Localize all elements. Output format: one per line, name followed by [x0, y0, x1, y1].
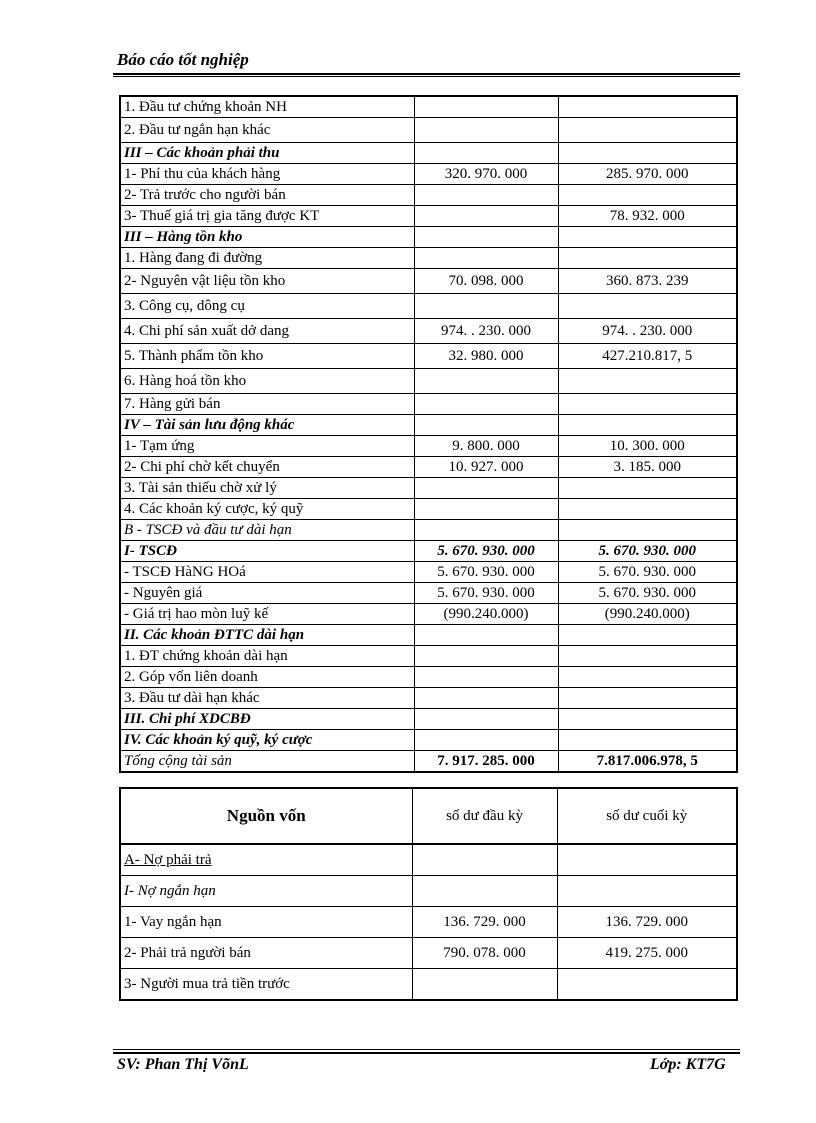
closing-value — [558, 688, 737, 709]
row-label: 4. Các khoản ký cược, ký quỹ — [120, 499, 414, 520]
closing-value — [558, 709, 737, 730]
row-label: A- Nợ phải trả — [120, 844, 412, 876]
table-row — [120, 118, 737, 143]
table-row — [120, 907, 737, 938]
opening-value — [414, 394, 558, 415]
closing-value: 10. 300. 000 — [558, 436, 737, 457]
table-row — [120, 394, 737, 415]
opening-value — [414, 248, 558, 269]
table-row — [120, 562, 737, 583]
closing-value — [558, 415, 737, 436]
table-row — [120, 96, 737, 118]
closing-value: 5. 670. 930. 000 — [558, 583, 737, 604]
closing-value: (990.240.000) — [558, 604, 737, 625]
row-label: 1- Vay ngắn hạn — [120, 907, 412, 938]
opening-value: 5. 670. 930. 000 — [414, 583, 558, 604]
opening-value — [414, 294, 558, 319]
opening-value — [414, 499, 558, 520]
closing-value — [558, 394, 737, 415]
row-label: 1. ĐT chứng khoản dài hạn — [120, 646, 414, 667]
opening-value — [414, 625, 558, 646]
row-label: 2- Chi phí chờ kết chuyển — [120, 457, 414, 478]
row-label: 2. Góp vốn liên doanh — [120, 667, 414, 688]
opening-value: 70. 098. 000 — [414, 269, 558, 294]
closing-value — [558, 499, 737, 520]
opening-value: 9. 800. 000 — [414, 436, 558, 457]
table-row — [120, 969, 737, 1001]
table-row — [120, 604, 737, 625]
closing-value: 419. 275. 000 — [557, 938, 737, 969]
opening-value — [412, 876, 557, 907]
page-header-title: Báo cáo tốt nghiệp — [117, 50, 249, 69]
closing-value: 974. . 230. 000 — [558, 319, 737, 344]
header-nguon-von: Nguồn vốn — [120, 788, 412, 844]
row-label: 1. Đầu tư chứng khoản NH — [120, 96, 414, 118]
closing-value — [558, 730, 737, 751]
table-row — [120, 938, 737, 969]
table-row — [120, 248, 737, 269]
row-label: II. Các khoản ĐTTC dài hạn — [120, 625, 414, 646]
opening-value: 7. 917. 285. 000 — [414, 751, 558, 773]
closing-value — [558, 118, 737, 143]
table-row — [120, 344, 737, 369]
table-row — [120, 206, 737, 227]
footer-rule-thin — [113, 1049, 740, 1050]
row-label: 6. Hàng hoá tồn kho — [120, 369, 414, 394]
table-row — [120, 688, 737, 709]
closing-value — [558, 96, 737, 118]
row-label: B - TSCĐ và đầu tư dài hạn — [120, 520, 414, 541]
row-label: IV – Tài sản lưu động khác — [120, 415, 414, 436]
footer-class: Lớp: KT7G — [650, 1056, 726, 1073]
row-label: III – Các khoản phải thu — [120, 143, 414, 164]
opening-value — [414, 118, 558, 143]
row-label: 2. Đầu tư ngắn hạn khác — [120, 118, 414, 143]
closing-value — [558, 625, 737, 646]
table-row — [120, 730, 737, 751]
closing-value — [558, 369, 737, 394]
opening-value — [414, 730, 558, 751]
footer-student: SV: Phan Thị VõnL — [117, 1056, 249, 1073]
opening-value: 10. 927. 000 — [414, 457, 558, 478]
row-label: 3. Tài sản thiếu chờ xử lý — [120, 478, 414, 499]
closing-value: 427.210.817, 5 — [558, 344, 737, 369]
footer-rule — [113, 1052, 740, 1054]
opening-value: 790. 078. 000 — [412, 938, 557, 969]
closing-value: 7.817.006.978, 5 — [558, 751, 737, 773]
row-label: 4. Chi phí sản xuất dở dang — [120, 319, 414, 344]
row-label: - Giá trị hao mòn luỹ kế — [120, 604, 414, 625]
closing-value — [558, 667, 737, 688]
table-row — [120, 185, 737, 206]
row-label: 3- Thuế giá trị gia tăng được KT — [120, 206, 414, 227]
table-row — [120, 844, 737, 876]
opening-value — [414, 227, 558, 248]
row-label: 3. Công cụ, dông cụ — [120, 294, 414, 319]
opening-value: (990.240.000) — [414, 604, 558, 625]
opening-value — [414, 369, 558, 394]
table-row — [120, 667, 737, 688]
row-label: - TSCĐ HàNG HOá — [120, 562, 414, 583]
opening-value: 974. . 230. 000 — [414, 319, 558, 344]
table-row — [120, 583, 737, 604]
opening-value — [414, 520, 558, 541]
row-label: 2- Phải trả người bán — [120, 938, 412, 969]
opening-value — [414, 667, 558, 688]
opening-value: 136. 729. 000 — [412, 907, 557, 938]
closing-value — [558, 248, 737, 269]
table-row — [120, 646, 737, 667]
row-label: III. Chi phí XDCBĐ — [120, 709, 414, 730]
header-rule — [113, 73, 740, 75]
opening-value — [414, 688, 558, 709]
table-row — [120, 520, 737, 541]
closing-value — [557, 969, 737, 1001]
closing-value — [558, 185, 737, 206]
row-label: I- Nợ ngắn hạn — [120, 876, 412, 907]
header-closing-balance: số dư cuối kỳ — [557, 788, 737, 844]
table-row — [120, 751, 737, 773]
table-row — [120, 625, 737, 646]
row-label: 3- Người mua trả tiền trước — [120, 969, 412, 1001]
closing-value — [558, 520, 737, 541]
closing-value — [558, 294, 737, 319]
header-opening-balance: số dư đầu kỳ — [412, 788, 557, 844]
opening-value: 320. 970. 000 — [414, 164, 558, 185]
row-label: Tổng cộng tài sản — [120, 751, 414, 773]
table-row — [120, 415, 737, 436]
table-row — [120, 143, 737, 164]
table-row — [120, 369, 737, 394]
row-label: I- TSCĐ — [120, 541, 414, 562]
closing-value: 285. 970. 000 — [558, 164, 737, 185]
opening-value — [414, 478, 558, 499]
opening-value — [414, 415, 558, 436]
opening-value — [412, 844, 557, 876]
closing-value — [557, 844, 737, 876]
closing-value: 360. 873. 239 — [558, 269, 737, 294]
table-row — [120, 319, 737, 344]
closing-value: 5. 670. 930. 000 — [558, 562, 737, 583]
table-row — [120, 164, 737, 185]
table-row — [120, 436, 737, 457]
row-label: 1. Hàng đang đi đường — [120, 248, 414, 269]
opening-value — [412, 969, 557, 1001]
closing-value — [558, 646, 737, 667]
opening-value: 5. 670. 930. 000 — [414, 562, 558, 583]
opening-value — [414, 185, 558, 206]
row-label: 1- Tạm ứng — [120, 436, 414, 457]
row-label: 3. Đầu tư dài hạn khác — [120, 688, 414, 709]
table-row — [120, 227, 737, 248]
assets-table — [119, 95, 738, 773]
row-label: 2- Trả trước cho người bán — [120, 185, 414, 206]
row-label: III – Hàng tồn kho — [120, 227, 414, 248]
table-row — [120, 541, 737, 562]
table-row — [120, 294, 737, 319]
row-label: 1- Phí thu của khách hàng — [120, 164, 414, 185]
closing-value: 5. 670. 930. 000 — [558, 541, 737, 562]
row-label: 7. Hàng gửi bán — [120, 394, 414, 415]
table-row — [120, 709, 737, 730]
closing-value: 3. 185. 000 — [558, 457, 737, 478]
opening-value: 5. 670. 930. 000 — [414, 541, 558, 562]
table-row — [120, 457, 737, 478]
sources-header-row — [120, 788, 737, 844]
row-label: - Nguyên giá — [120, 583, 414, 604]
opening-value — [414, 143, 558, 164]
closing-value — [557, 876, 737, 907]
table-row — [120, 876, 737, 907]
opening-value — [414, 206, 558, 227]
opening-value — [414, 646, 558, 667]
closing-value — [558, 478, 737, 499]
opening-value — [414, 709, 558, 730]
header-rule-thin — [113, 76, 740, 77]
closing-value: 78. 932. 000 — [558, 206, 737, 227]
closing-value: 136. 729. 000 — [557, 907, 737, 938]
table-row — [120, 499, 737, 520]
table-row — [120, 269, 737, 294]
closing-value — [558, 143, 737, 164]
closing-value — [558, 227, 737, 248]
row-label: 2- Nguyên vật liệu tồn kho — [120, 269, 414, 294]
opening-value: 32. 980. 000 — [414, 344, 558, 369]
sources-table — [119, 787, 738, 1001]
table-row — [120, 478, 737, 499]
row-label: 5. Thành phẩm tồn kho — [120, 344, 414, 369]
opening-value — [414, 96, 558, 118]
row-label: IV. Các khoản ký quỹ, ký cược — [120, 730, 414, 751]
